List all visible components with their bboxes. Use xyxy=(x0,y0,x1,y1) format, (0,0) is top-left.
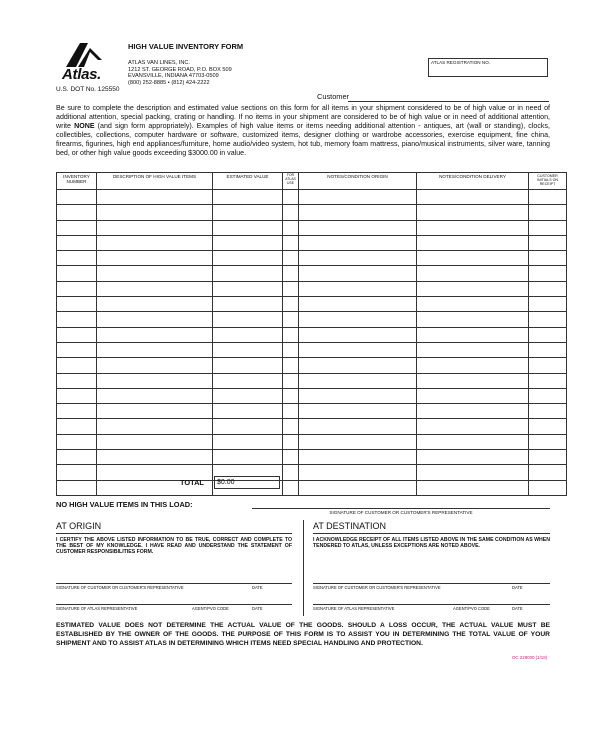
address-line: ATLAS VAN LINES, INC. xyxy=(128,60,190,66)
table-cell[interactable] xyxy=(417,327,529,342)
table-cell[interactable] xyxy=(283,235,299,250)
table-cell[interactable] xyxy=(529,404,567,419)
table-cell[interactable] xyxy=(299,327,417,342)
table-cell[interactable] xyxy=(529,465,567,480)
origin-title-rule xyxy=(56,533,292,534)
table-cell[interactable] xyxy=(57,480,97,495)
table-cell[interactable] xyxy=(57,220,97,235)
table-cell[interactable] xyxy=(57,450,97,465)
table-cell[interactable] xyxy=(417,450,529,465)
table-cell[interactable] xyxy=(97,450,213,465)
table-cell[interactable] xyxy=(299,419,417,434)
table-cell[interactable] xyxy=(283,327,299,342)
origin-title: AT ORIGIN xyxy=(56,521,102,531)
table-cell[interactable] xyxy=(299,388,417,403)
table-cell[interactable] xyxy=(283,205,299,220)
destination-sig1-date-caption: DATE xyxy=(512,585,523,590)
col-estimated-value: ESTIMATED VALUE xyxy=(213,173,283,190)
table-cell[interactable] xyxy=(213,297,283,312)
table-row xyxy=(57,235,567,250)
table-header-row xyxy=(57,173,567,190)
table-cell[interactable] xyxy=(417,190,529,205)
table-cell[interactable] xyxy=(529,358,567,373)
table-row xyxy=(57,190,567,205)
address-line: (800) 252-8885 • (812) 424-2222 xyxy=(128,79,210,86)
table-cell[interactable] xyxy=(299,297,417,312)
col-inventory-number: INVENTORY NUMBER xyxy=(57,173,97,190)
table-cell[interactable] xyxy=(213,190,283,205)
origin-sig2-caption: SIGNATURE OF ATLAS REPRESENTATIVE xyxy=(56,606,138,611)
table-cell[interactable] xyxy=(529,312,567,327)
table-cell[interactable] xyxy=(529,450,567,465)
inventory-table xyxy=(56,172,567,496)
table-cell[interactable] xyxy=(417,342,529,357)
inventory-table-body xyxy=(57,190,567,496)
table-cell[interactable] xyxy=(299,266,417,281)
table-cell[interactable] xyxy=(213,281,283,296)
table-cell[interactable] xyxy=(299,205,417,220)
table-cell[interactable] xyxy=(299,373,417,388)
destination-sig2-date-caption: DATE xyxy=(512,606,523,611)
origin-sig1-caption: SIGNATURE OF CUSTOMER OR CUSTOMER'S REPRESENTATIVE xyxy=(56,585,184,590)
origin-customer-signature-field[interactable] xyxy=(56,583,292,584)
table-cell[interactable] xyxy=(417,235,529,250)
table-cell[interactable] xyxy=(57,266,97,281)
table-cell[interactable] xyxy=(299,434,417,449)
logo-text: Atlas. xyxy=(62,66,102,83)
table-cell[interactable] xyxy=(529,266,567,281)
destination-title-rule xyxy=(313,533,550,534)
no-high-value-signature-field[interactable] xyxy=(252,508,550,509)
table-cell[interactable] xyxy=(57,373,97,388)
form-title: HIGH VALUE INVENTORY FORM xyxy=(128,42,244,51)
table-row xyxy=(57,281,567,296)
address-line: EVANSVILLE, INDIANA 47703-0509 xyxy=(128,73,219,80)
section-divider xyxy=(303,520,304,616)
table-cell[interactable] xyxy=(299,235,417,250)
origin-statement: I CERTIFY THE ABOVE LISTED INFORMATION TO BE TRUE, CORRECT AND COMPLETE TO THE BEST OF MY KNOWLEDGE. I HAVE READ AND UNDERSTAND THE STATEMENT OF CUSTOMER RESPONSIBILITIES FORM. xyxy=(56,537,292,556)
table-cell[interactable] xyxy=(283,190,299,205)
table-cell[interactable] xyxy=(283,465,299,480)
table-cell[interactable] xyxy=(529,251,567,266)
table-cell[interactable] xyxy=(529,235,567,250)
signature-caption: SIGNATURE OF CUSTOMER OR CUSTOMER'S REPRESENTATIVE xyxy=(329,510,473,515)
address-line: 1212 ST. GEORGE ROAD, P.O. BOX 509 xyxy=(128,66,232,73)
table-cell[interactable] xyxy=(283,312,299,327)
table-cell[interactable] xyxy=(57,465,97,480)
dot-number: U.S. DOT No. 125550 xyxy=(56,86,120,93)
table-cell[interactable] xyxy=(213,266,283,281)
table-cell[interactable] xyxy=(57,388,97,403)
table-cell[interactable] xyxy=(213,251,283,266)
destination-title: AT DESTINATION xyxy=(313,521,387,531)
table-cell[interactable] xyxy=(529,327,567,342)
table-cell[interactable] xyxy=(97,251,213,266)
table-cell[interactable] xyxy=(417,297,529,312)
table-cell[interactable] xyxy=(417,434,529,449)
table-cell[interactable] xyxy=(97,205,213,220)
origin-atlas-signature-field[interactable] xyxy=(56,604,292,605)
table-cell[interactable] xyxy=(213,235,283,250)
table-cell[interactable] xyxy=(417,266,529,281)
table-cell[interactable] xyxy=(283,342,299,357)
table-cell[interactable] xyxy=(529,220,567,235)
table-cell[interactable] xyxy=(283,281,299,296)
table-cell[interactable] xyxy=(97,235,213,250)
table-row xyxy=(57,465,567,480)
table-row xyxy=(57,327,567,342)
table-cell[interactable] xyxy=(529,205,567,220)
table-cell[interactable] xyxy=(213,388,283,403)
table-cell[interactable] xyxy=(57,251,97,266)
table-cell[interactable] xyxy=(417,388,529,403)
table-cell[interactable] xyxy=(299,480,417,495)
origin-sig2-date-caption: DATE xyxy=(252,606,263,611)
instructions-text-continued: (and sign form appropriately). Examples of high value items or items needing additional attention - antiques, art (wall or standing), clocks, collectibles, collections, computer hardware or software, customized items, designer clothing or wardrobe accessories, exercise equipment, fine china, firearms, figurines, high end appliances/furniture, home audio/video system, hot tub, memory foam mattress, piano/musical instruments, silver ware, tanning bed, or other high value goods exceeding $3000.00 in value. xyxy=(56,122,550,158)
table-cell[interactable] xyxy=(283,404,299,419)
instructions-text: Be sure to complete the description and estimated value sections on this form for all items in your shipment considered to be of high value or in need of additional attention, special packing, crating or handling. If no items in your shipment are considered to be of high value or in need of additional attention, write xyxy=(56,104,550,131)
table-cell[interactable] xyxy=(97,388,213,403)
table-cell[interactable] xyxy=(97,190,213,205)
table-cell[interactable] xyxy=(299,358,417,373)
table-row xyxy=(57,205,567,220)
table-row xyxy=(57,220,567,235)
table-cell[interactable] xyxy=(283,266,299,281)
form-code: OC 228000 (1/18) xyxy=(512,655,548,660)
table-row xyxy=(57,434,567,449)
table-cell[interactable] xyxy=(299,190,417,205)
table-cell[interactable] xyxy=(299,404,417,419)
table-cell[interactable] xyxy=(213,358,283,373)
table-cell[interactable] xyxy=(57,205,97,220)
table-cell[interactable] xyxy=(283,450,299,465)
table-cell[interactable] xyxy=(57,281,97,296)
table-row xyxy=(57,342,567,357)
table-cell[interactable] xyxy=(97,358,213,373)
table-row xyxy=(57,373,567,388)
atlas-logo-icon xyxy=(62,40,106,68)
table-row xyxy=(57,450,567,465)
table-cell[interactable] xyxy=(57,434,97,449)
table-cell[interactable] xyxy=(529,342,567,357)
customer-field[interactable] xyxy=(348,101,549,102)
table-cell[interactable] xyxy=(213,419,283,434)
table-cell[interactable] xyxy=(97,373,213,388)
table-row xyxy=(57,297,567,312)
total-value[interactable]: $0.00 xyxy=(214,476,280,489)
table-cell[interactable] xyxy=(97,434,213,449)
total-label: TOTAL xyxy=(180,478,204,487)
origin-agent-code-caption: AGENT/PVO CODE xyxy=(192,606,229,611)
registration-number-field[interactable] xyxy=(428,58,548,77)
table-cell[interactable] xyxy=(283,480,299,495)
none-keyword: NONE xyxy=(74,122,95,131)
table-row xyxy=(57,419,567,434)
table-cell[interactable] xyxy=(283,297,299,312)
table-cell[interactable] xyxy=(97,404,213,419)
table-cell[interactable] xyxy=(299,342,417,357)
table-cell[interactable] xyxy=(417,465,529,480)
table-cell[interactable] xyxy=(299,220,417,235)
table-cell[interactable] xyxy=(57,404,97,419)
table-cell[interactable] xyxy=(213,450,283,465)
table-cell[interactable] xyxy=(417,419,529,434)
table-cell[interactable] xyxy=(529,373,567,388)
table-cell[interactable] xyxy=(417,373,529,388)
destination-atlas-signature-field[interactable] xyxy=(313,604,550,605)
table-cell[interactable] xyxy=(417,480,529,495)
table-cell[interactable] xyxy=(97,281,213,296)
registration-label: ATLAS REGISTRATION NO. xyxy=(431,60,491,65)
table-cell[interactable] xyxy=(529,388,567,403)
table-cell[interactable] xyxy=(97,327,213,342)
table-cell[interactable] xyxy=(57,235,97,250)
table-cell[interactable] xyxy=(529,281,567,296)
table-cell[interactable] xyxy=(213,327,283,342)
table-cell[interactable] xyxy=(213,373,283,388)
table-cell[interactable] xyxy=(283,388,299,403)
destination-agent-code-caption: AGENT/PVO CODE xyxy=(453,606,490,611)
table-cell[interactable] xyxy=(97,220,213,235)
table-cell[interactable] xyxy=(529,190,567,205)
table-cell[interactable] xyxy=(57,312,97,327)
table-cell[interactable] xyxy=(529,434,567,449)
table-cell[interactable] xyxy=(299,281,417,296)
table-cell[interactable] xyxy=(283,358,299,373)
table-cell[interactable] xyxy=(57,419,97,434)
col-atlas-use: FOR ATLAS USE xyxy=(283,173,299,190)
table-cell[interactable] xyxy=(417,404,529,419)
table-cell[interactable] xyxy=(417,220,529,235)
table-cell[interactable] xyxy=(529,480,567,495)
table-row xyxy=(57,312,567,327)
table-cell[interactable] xyxy=(97,297,213,312)
table-cell[interactable] xyxy=(213,220,283,235)
table-cell[interactable] xyxy=(299,450,417,465)
table-cell[interactable] xyxy=(97,342,213,357)
table-row xyxy=(57,388,567,403)
table-cell[interactable] xyxy=(299,251,417,266)
footer-disclaimer: ESTIMATED VALUE DOES NOT DETERMINE THE ACTUAL VALUE OF THE GOODS. SHOULD A LOSS OCCUR, THE ACTUAL VALUE MUST BE ESTABLISHED BY THE OWNER OF THE GOODS. THE PURPOSE OF THIS FORM IS TO ASSIST YOU IN DETERMINING THE TOTAL VALUE OF YOUR SHIPMENT AND TO ASSIST ATLAS IN DETERMINING WHICH ITEMS NEED SPECIAL HANDLING AND PROTECTION. xyxy=(56,622,550,647)
table-cell[interactable] xyxy=(213,434,283,449)
table-cell[interactable] xyxy=(213,205,283,220)
col-customer-initials: CUSTOMER INITIALS ON RECEIPT xyxy=(529,173,567,190)
table-row xyxy=(57,251,567,266)
table-row xyxy=(57,266,567,281)
table-cell[interactable] xyxy=(213,312,283,327)
table-cell[interactable] xyxy=(417,281,529,296)
col-notes-delivery: NOTES/CONDITION DELIVERY xyxy=(417,173,529,190)
table-cell[interactable] xyxy=(417,358,529,373)
destination-sig2-caption: SIGNATURE OF ATLAS REPRESENTATIVE xyxy=(313,606,395,611)
table-cell[interactable] xyxy=(283,251,299,266)
no-high-value-label: NO HIGH VALUE ITEMS IN THIS LOAD: xyxy=(56,500,193,509)
col-description: DESCRIPTION OF HIGH VALUE ITEMS xyxy=(97,173,213,190)
destination-customer-signature-field[interactable] xyxy=(313,583,550,584)
table-cell[interactable] xyxy=(57,190,97,205)
col-notes-origin: NOTES/CONDITION ORIGIN xyxy=(299,173,417,190)
table-cell[interactable] xyxy=(213,342,283,357)
table-cell[interactable] xyxy=(57,297,97,312)
table-cell[interactable] xyxy=(299,465,417,480)
instructions-paragraph xyxy=(56,104,550,159)
table-row xyxy=(57,480,567,495)
table-cell[interactable] xyxy=(97,419,213,434)
table-cell[interactable] xyxy=(283,220,299,235)
company-address xyxy=(128,60,232,86)
customer-label: Customer xyxy=(317,92,350,101)
table-cell[interactable] xyxy=(97,312,213,327)
table-cell[interactable] xyxy=(283,434,299,449)
destination-sig1-caption: SIGNATURE OF CUSTOMER OR CUSTOMER'S REPRESENTATIVE xyxy=(313,585,441,590)
table-row xyxy=(57,358,567,373)
table-cell[interactable] xyxy=(529,419,567,434)
table-cell[interactable] xyxy=(299,312,417,327)
origin-sig1-date-caption: DATE xyxy=(252,585,263,590)
table-cell[interactable] xyxy=(283,373,299,388)
table-row xyxy=(57,404,567,419)
table-cell[interactable] xyxy=(213,404,283,419)
table-cell[interactable] xyxy=(283,419,299,434)
table-cell[interactable] xyxy=(417,251,529,266)
table-cell[interactable] xyxy=(417,205,529,220)
table-cell[interactable] xyxy=(417,312,529,327)
destination-statement: I ACKNOWLEDGE RECEIPT OF ALL ITEMS LISTED ABOVE IN THE SAME CONDITION AS WHEN TENDERED TO ATLAS, UNLESS EXCEPTIONS ARE NOTED ABOVE. xyxy=(313,537,550,550)
table-cell[interactable] xyxy=(57,342,97,357)
table-cell[interactable] xyxy=(529,297,567,312)
table-cell[interactable] xyxy=(57,358,97,373)
table-cell[interactable] xyxy=(97,266,213,281)
table-cell[interactable] xyxy=(57,327,97,342)
